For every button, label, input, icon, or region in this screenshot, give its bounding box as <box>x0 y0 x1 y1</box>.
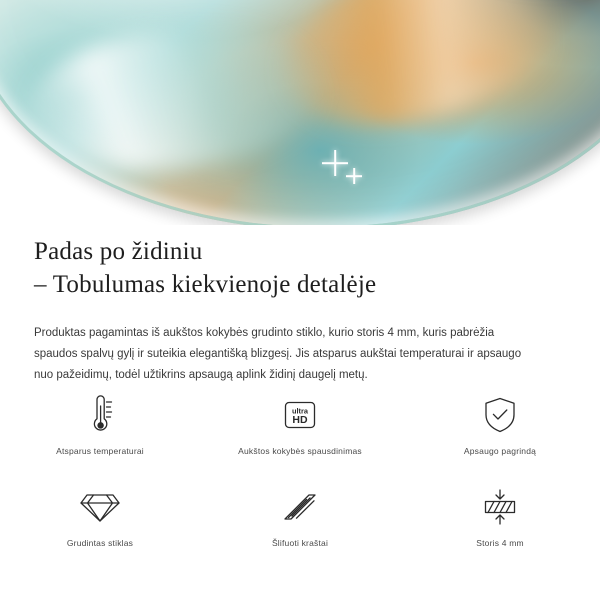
diamond-icon <box>79 484 121 530</box>
hero-image <box>0 0 600 225</box>
text-content <box>0 225 600 386</box>
ultra-hd-icon <box>281 392 319 438</box>
page-title-line-1: Padas po židiniu <box>34 238 203 265</box>
svg-text:ultra: ultra <box>291 406 309 416</box>
feature-item-surface-protection <box>400 392 600 474</box>
thermometer-icon <box>83 392 117 438</box>
feature-item-tempered-glass <box>0 484 200 566</box>
shield-check-icon <box>481 392 519 438</box>
feature-item-polished-edges <box>200 484 400 566</box>
feature-caption: Šlifuoti kraštai <box>271 538 329 548</box>
feature-item-temperature <box>0 392 200 474</box>
thickness-icon <box>480 484 520 530</box>
svg-text:HD: HD <box>292 414 308 426</box>
feature-caption: Apsaugo pagrindą <box>463 446 537 456</box>
page-title-line-2: – Tobulumas kiekvienoje detalėje <box>34 271 377 298</box>
glass-pad-photo <box>0 0 600 225</box>
feature-caption: Storis 4 mm <box>476 538 524 548</box>
feature-caption: Grudintas stiklas <box>66 538 134 548</box>
white-swirl-decor <box>20 12 333 183</box>
feature-item-thickness <box>400 484 600 566</box>
page-title <box>0 235 600 301</box>
feature-caption: Atsparus temperaturai <box>56 446 144 456</box>
feature-caption: Aukštos kokybės spausdinimas <box>238 446 362 456</box>
feature-item-print-quality <box>200 392 400 474</box>
feature-grid <box>0 392 600 566</box>
description-paragraph: Produktas pagamintas iš aukštos kokybės grudinto stiklo, kurio storis 4 mm, kuris pabrėžia spaudos spalvų gylį ir suteikia elegantišką blizgesį. Jis atsparus aukštai temperaturai ir apsaugo nuo pažeidimų, todėl užtikrins apsaugą aplink židinį daugelį metų. <box>34 327 522 381</box>
polished-edge-icon <box>280 484 320 530</box>
